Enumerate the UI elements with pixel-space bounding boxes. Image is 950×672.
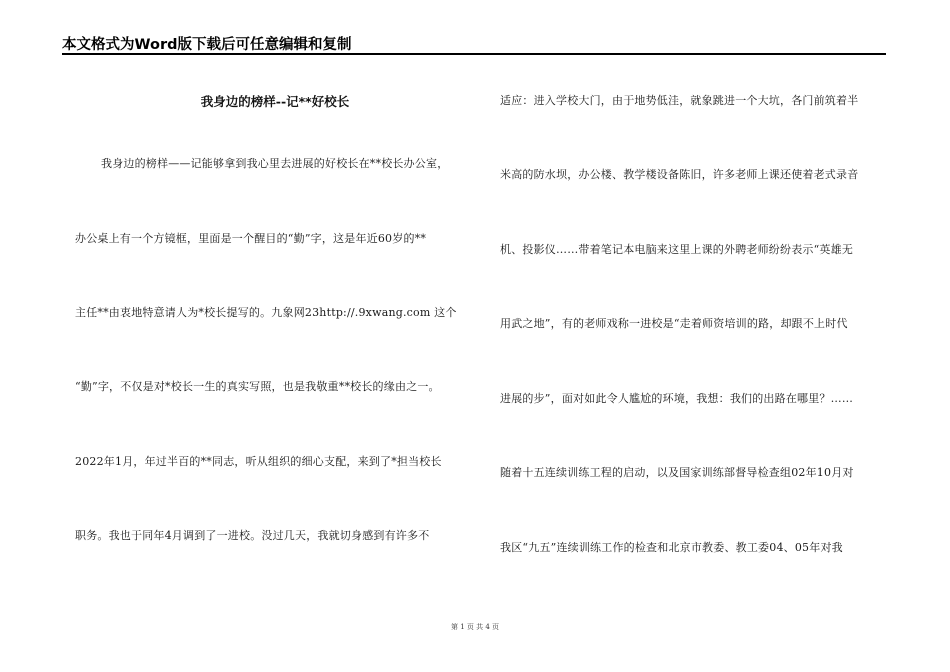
paragraph-line: 办公桌上有一个方镜框，里面是一个醒目的“勤”字，这是年近60岁的** xyxy=(75,232,427,245)
paragraph-line: 用武之地”，有的老师戏称一进校是“走着师资培训的路，却跟不上时代 xyxy=(500,317,848,330)
paragraph-line: 进展的步”，面对如此令人尴尬的环境，我想：我们的出路在哪里？…… xyxy=(500,392,854,405)
page-number: 第 1 页 共 4 页 xyxy=(450,623,500,631)
paragraph-line: 米高的防水坝，办公楼、教学楼设备陈旧，许多老师上课还使着老式录音 xyxy=(500,168,859,181)
header-divider xyxy=(62,53,886,55)
paragraph-line: 主任**由衷地特意请人为*校长提写的。九象网23http://.9xwang.com 这个 xyxy=(75,306,457,319)
paragraph-line: 我区“九五”连续训练工作的检查和北京市教委、教工委04、05年对我 xyxy=(500,541,843,554)
paragraph-line: 我身边的榜样——记能够拿到我心里去进展的好校长在**校长办公室， xyxy=(101,157,449,170)
paragraph-line: 职务。我也于同年4月调到了一进校。没过几天，我就切身感到有许多不 xyxy=(75,529,430,542)
paragraph-line: “勤”字，不仅是对*校长一生的真实写照，也是我敬重**校长的缘由之一。 xyxy=(75,380,440,393)
paragraph-line: 适应：进入学校大门，由于地势低洼，就象跳进一个大坑，各门前筑着半 xyxy=(500,94,859,107)
article-title: 我身边的榜样--记**好校长 xyxy=(200,94,350,109)
paragraph-line: 2022年1月，年过半百的**同志，听从组织的细心支配，来到了*担当校长 xyxy=(75,455,442,468)
paragraph-line: 随着十五连续训练工程的启动，以及国家训练部督导检查组02年10月对 xyxy=(500,466,854,479)
paragraph-line: 机、投影仪……带着笔记本电脑来这里上课的外聘老师纷纷表示“英雄无 xyxy=(500,243,854,256)
header-title: 本文格式为Word版下载后可任意编辑和复制 xyxy=(62,37,352,53)
